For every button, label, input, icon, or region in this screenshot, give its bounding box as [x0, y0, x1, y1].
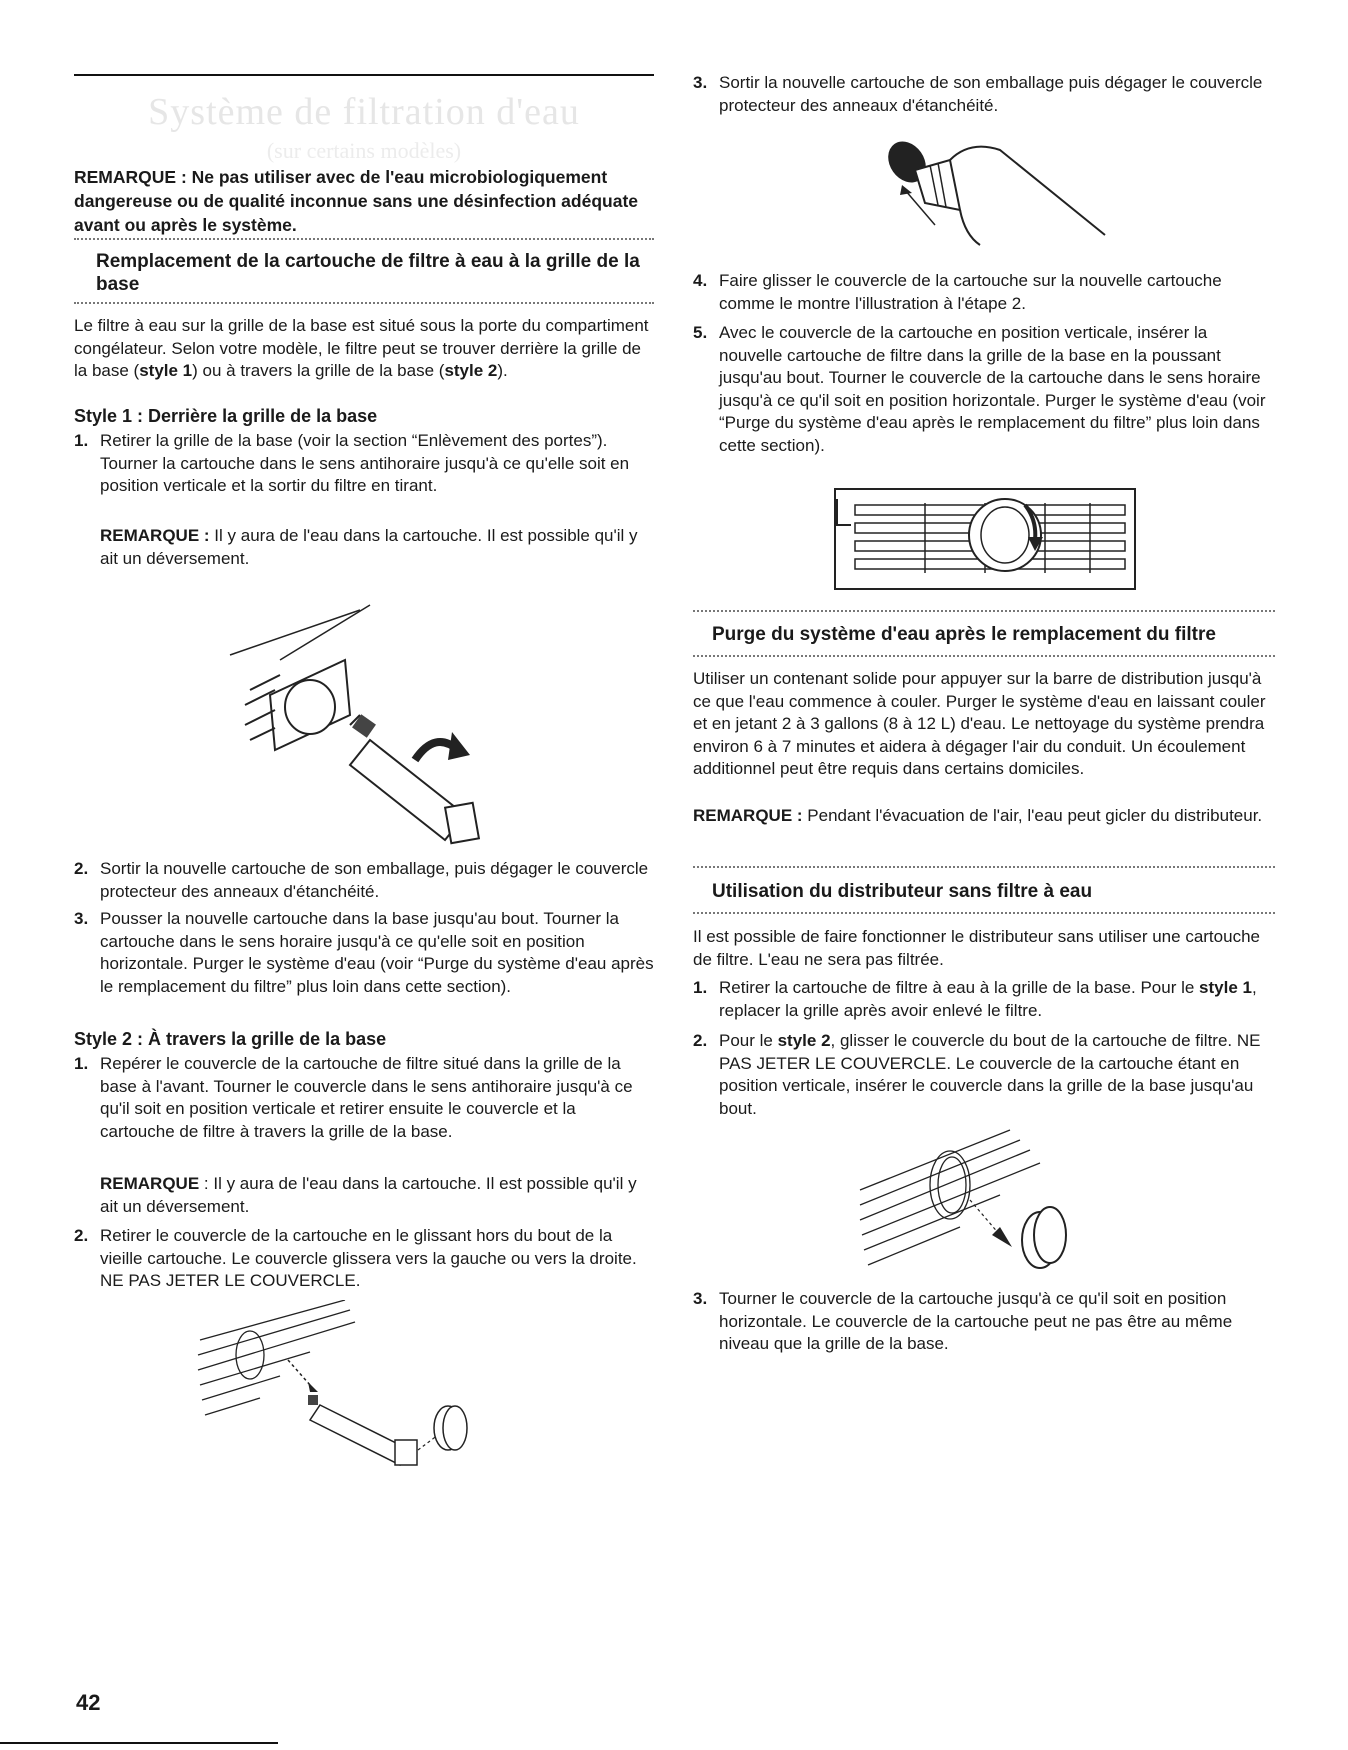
illustration-grille-front — [825, 485, 1145, 595]
illustration-style1-removal — [220, 600, 550, 850]
top-rule — [74, 74, 654, 76]
section-title-no-filter: Utilisation du distributeur sans filtre à eau — [712, 881, 1093, 902]
purge-note: REMARQUE : Pendant l'évacuation de l'air, l'eau peut gicler du distributeur. — [693, 806, 1263, 825]
illustration-cap-removal — [190, 1300, 520, 1470]
page-number: 42 — [76, 1690, 101, 1715]
style2-note: REMARQUE : Il y aura de l'eau dans la cartouche. Il est possible qu'il y ait un déversement. — [100, 1174, 637, 1216]
page-title: Système de filtration d'eau — [148, 91, 580, 133]
section-title-purge: Purge du système d'eau après le remplacement du filtre — [712, 624, 1216, 645]
style2-title: Style 2 : À travers la grille de la base — [74, 1029, 387, 1049]
illustration-new-cartridge — [880, 125, 1130, 250]
divider — [693, 912, 1275, 914]
style1-note: REMARQUE : Il y aura de l'eau dans la cartouche. Il est possible qu'il y ait un déversement. — [100, 526, 638, 568]
section-title-replacement: Remplacement de la cartouche de filtre à eau à la grille de la base — [96, 251, 640, 295]
bottom-rule — [0, 1742, 278, 1744]
style1-title: Style 1 : Derrière la grille de la base — [74, 406, 378, 426]
intro-paragraph: Le filtre à eau sur la grille de la base est situé sous la porte du compartiment congélateur. Selon votre modèle, le filtre peut se trouver derrière la grille de la base (style 1) ou à travers la grille de la base (style 2). — [74, 316, 649, 381]
page-subtitle: (sur certains modèles) — [266, 138, 462, 163]
divider — [693, 610, 1275, 612]
divider — [74, 238, 654, 240]
purge-paragraph: Utiliser un contenant solide pour appuyer sur la barre de distribution jusqu'à ce que l'eau commence à couler. Purger le système d'eau en laissant couler et en jetant 2 à 3 gallons (8 à 12 L) d'eau. Le nettoyage du système prendra environ 6 à 7 minutes et aidera à dégager l'air du conduit. Un écoulement additionnel peut être requis dans certains domiciles. — [693, 669, 1266, 779]
illustration-cap-insert — [840, 1125, 1130, 1285]
no-filter-intro: Il est possible de faire fonctionner le distributeur sans utiliser une cartouche de filtre. L'eau ne sera pas filtrée. — [693, 927, 1260, 969]
safety-remark: REMARQUE : Ne pas utiliser avec de l'eau microbiologiquement dangereuse ou de qualité inconnue sans une désinfection adéquate avant ou après le système. — [74, 167, 638, 235]
divider — [693, 866, 1275, 868]
divider — [74, 302, 654, 304]
divider — [693, 655, 1275, 657]
